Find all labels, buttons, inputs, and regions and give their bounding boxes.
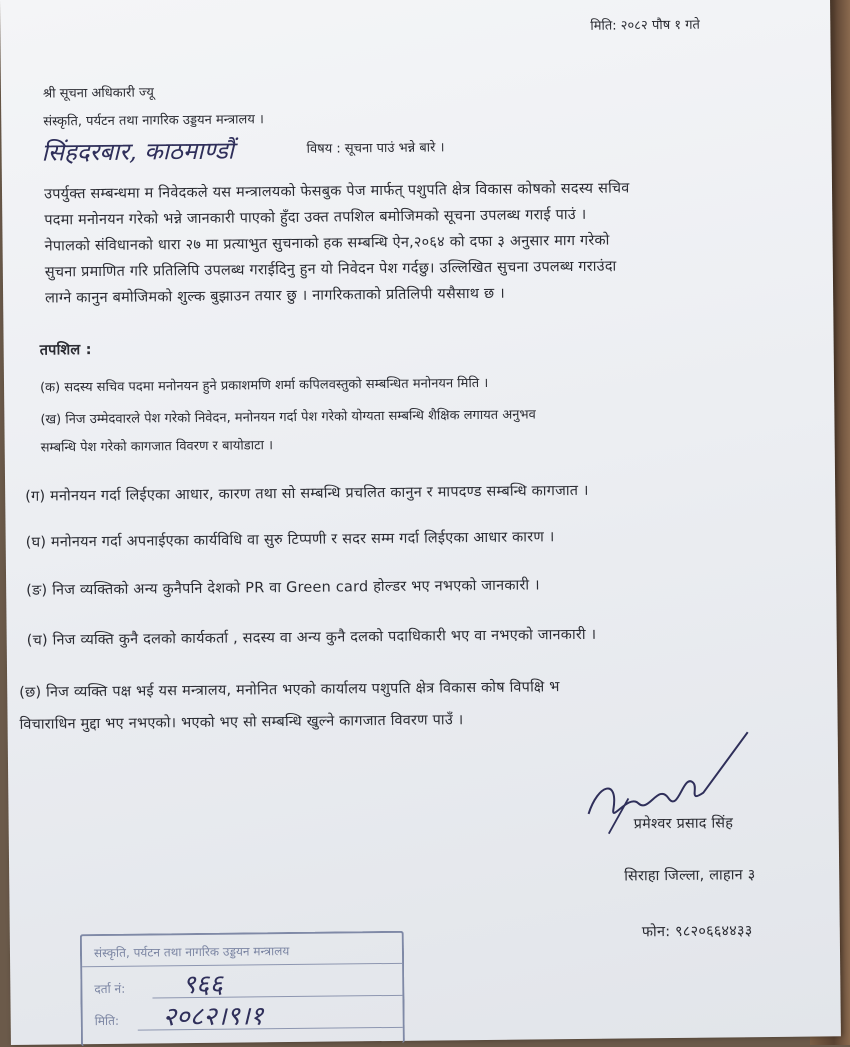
paragraph-line: लाग्ने कानुन बमोजिमको शुल्क बुझाउन तयार छु । नागरिकताको प्रतिलिपी यसैसाथ छ ।	[45, 285, 505, 307]
stamp-date-label: मिति:	[94, 1013, 120, 1029]
paragraph-line: उपर्युक्त सम्बन्धमा म निवेदकले यस मन्त्रालयको फेसबुक पेज मार्फत् पशुपति क्षेत्र विकास कोषको सदस्य सचिव	[43, 180, 630, 203]
addressee-line1: श्री सूचना अधिकारी ज्यू	[42, 85, 154, 102]
signatory-phone: फोन: ९८२०६६४४३३	[641, 923, 753, 941]
list-item: विचाराधिन मुद्दा भए नभएको। भएको भए सो सम्बन्धि खुल्ने कागजात विवरण पाउँ ।	[19, 712, 464, 733]
addressee-ministry: संस्कृति, पर्यटन तथा नागरिक उड्डयन मन्त्रालय ।	[43, 112, 264, 130]
list-item: सम्बन्धि पेश गरेको कागजात विवरण र बायोडाटा ।	[40, 438, 274, 456]
tapshil-heading: तपशिल :	[39, 342, 92, 359]
stamp-date-value: २०८२।९।१	[162, 1001, 264, 1033]
letter-subject: विषय : सूचना पाउं भन्ने बारे ।	[306, 140, 445, 157]
paragraph-line: पदमा मनोनयन गरेको भन्ने जानकारी पाएको हुँदा उक्त तपशिल बमोजिमको सूचना उपलब्ध गराई पाउं ।	[44, 206, 587, 229]
list-item: (ख) निज उम्मेदवारले पेश गरेको निवेदन, मनोनयन गर्दा पेश गरेको योग्यता सम्बन्धि शैक्षिक लगायत अनुभव	[40, 407, 536, 428]
list-item: (घ) मनोनयन गर्दा अपनाईएका कार्यविधि वा सुरु टिप्पणी र सदर सम्म गर्दा लिईएका आधार कारण ।	[25, 529, 555, 551]
stamp-office: संस्कृति, पर्यटन तथा नागरिक उड्डयन मन्त्रालय	[93, 944, 290, 961]
addressee-location-handwritten: सिंहदरबार, काठमाण्डौं	[41, 136, 235, 167]
list-item: (ङ) निज व्यक्तिको अन्य कुनैपनि देशको PR वा Green card होल्डर भए नभएको जानकारी ।	[26, 577, 540, 599]
list-item: (क) सदस्य सचिव पदमा मनोनयन हुने प्रकाशमणि शर्मा कपिलवस्तुको सम्बन्धित मनोनयन मिति ।	[39, 375, 489, 396]
paragraph-line: नेपालको संविधानको धारा २७ मा प्रत्याभुत सुचनाको हक सम्बन्धि ऐन,२०६४ को दफा ३ अनुसार माग गरेको	[44, 232, 610, 255]
registration-stamp	[80, 931, 405, 1046]
signatory-address: सिराहा जिल्ला, लाहान ३	[624, 867, 756, 885]
stamp-darta-label: दर्ता नं:	[94, 981, 126, 997]
list-item: (च) निज व्यक्ति कुनै दलको कार्यकर्ता , सदस्य वा अन्य कुनै दलको पदाधिकारी भए वा नभएको जानकारी ।	[26, 626, 597, 649]
stamp-darta-number: ९६६	[182, 969, 224, 1001]
letter-date: मिति: २०८२ पौष १ गते	[590, 17, 701, 34]
signatory-name: प्रमेश्वर प्रसाद सिंह	[633, 815, 734, 833]
paragraph-line: सुचना प्रमाणित गरि प्रतिलिपि उपलब्ध गराईदिनु हुन यो निवेदन पेश गर्दछु। उल्लिखित सुचना उपलब्ध गराउंदा	[44, 258, 617, 281]
list-item: (छ) निज व्यक्ति पक्ष भई यस मन्त्रालय, मनोनित भएको कार्यालय पशुपति क्षेत्र विकास कोष विपक्षि भ	[19, 679, 560, 701]
list-item: (ग) मनोनयन गर्दा लिईएका आधार, कारण तथा सो सम्बन्धि प्रचलित कानुन र मापदण्ड सम्बन्धि कागजात ।	[25, 482, 589, 505]
handwritten-signature	[568, 722, 769, 854]
